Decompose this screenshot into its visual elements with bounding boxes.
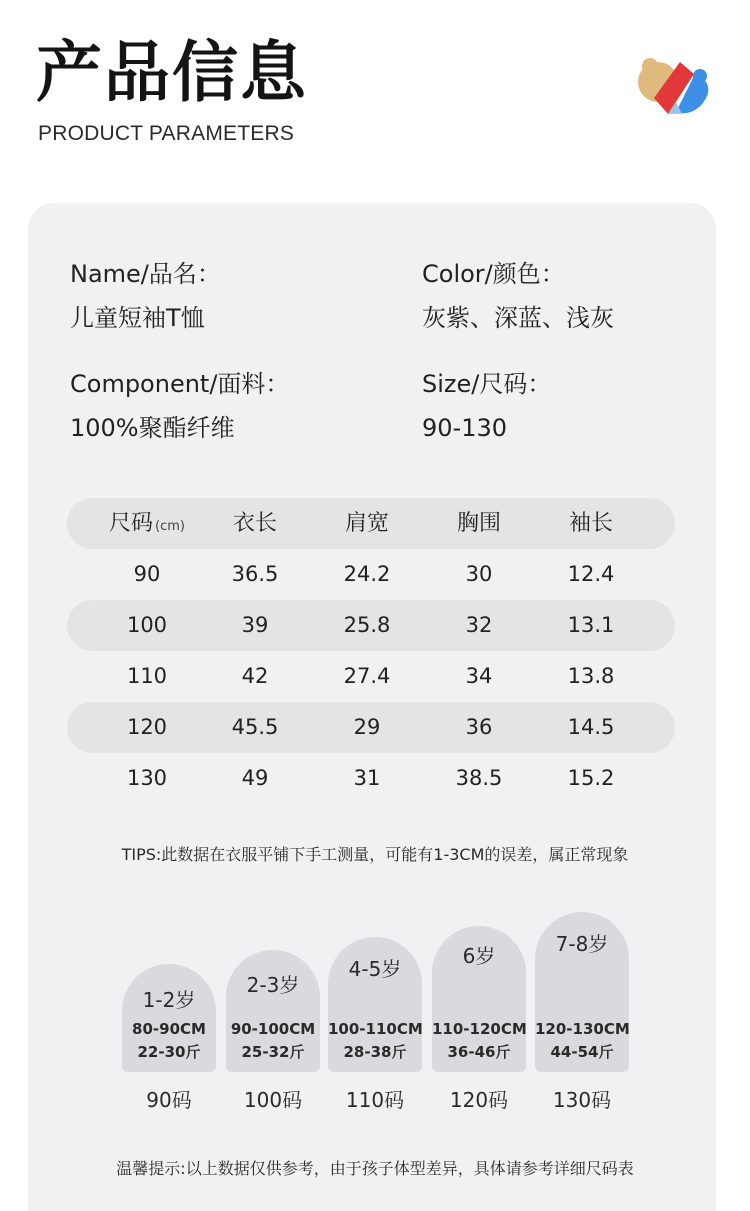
color-block bbox=[422, 258, 614, 334]
name-value: 儿童短袖T恤 bbox=[70, 304, 205, 332]
color-value: 灰紫、深蓝、浅灰 bbox=[422, 304, 614, 332]
header-size: 尺码 bbox=[109, 511, 154, 536]
table-row bbox=[67, 549, 675, 600]
table-cell: 36 bbox=[465, 715, 493, 739]
name-block bbox=[70, 258, 221, 334]
header-sleeve: 袖长 bbox=[568, 511, 614, 536]
size-value: 90-130 bbox=[422, 414, 508, 442]
component-label: Component/面料： bbox=[70, 370, 290, 398]
size-label: Size/尺码： bbox=[422, 370, 552, 398]
height-range: 80-90CM bbox=[132, 1020, 206, 1038]
table-cell: 30 bbox=[465, 562, 493, 586]
age-box bbox=[226, 950, 320, 1072]
size-block bbox=[422, 368, 551, 444]
component-value: 100%聚酯纤维 bbox=[70, 414, 235, 442]
table-cell: 31 bbox=[353, 766, 381, 790]
size-code: 110码 bbox=[345, 1088, 405, 1112]
weight-range: 44-54斤 bbox=[550, 1043, 614, 1061]
name-label: Name/品名： bbox=[70, 260, 221, 288]
brand-logo-icon bbox=[636, 54, 712, 122]
page-title: 产品信息 bbox=[36, 34, 308, 111]
table-cell: 24.2 bbox=[343, 562, 391, 586]
header-unit: (cm) bbox=[155, 519, 185, 534]
age-label: 4-5岁 bbox=[348, 957, 402, 981]
age-box bbox=[535, 912, 629, 1072]
color-label: Color/颜色： bbox=[422, 260, 565, 288]
table-cell: 34 bbox=[465, 664, 493, 688]
weight-range: 25-32斤 bbox=[241, 1043, 305, 1061]
table-cell: 25.8 bbox=[343, 613, 391, 637]
table-cell: 12.4 bbox=[567, 562, 615, 586]
reference-note: 温馨提示:以上数据仅供参考，由于孩子体型差异，具体请参考详细尺码表 bbox=[116, 1159, 634, 1178]
tips-text: TIPS:此数据在衣服平铺下手工测量，可能有1-3CM的误差，属正常现象 bbox=[121, 845, 629, 864]
table-cell: 29 bbox=[353, 715, 381, 739]
height-range: 90-100CM bbox=[230, 1020, 316, 1038]
component-block bbox=[70, 368, 289, 444]
table-cell: 49 bbox=[241, 766, 269, 790]
table-cell: 42 bbox=[241, 664, 269, 688]
age-box bbox=[328, 937, 422, 1072]
header-length: 衣长 bbox=[232, 511, 278, 536]
table-cell: 36.5 bbox=[231, 562, 279, 586]
table-cell: 27.4 bbox=[343, 664, 391, 688]
page-subtitle: PRODUCT PARAMETERS bbox=[38, 122, 295, 145]
table-header-cell bbox=[109, 498, 185, 549]
age-box bbox=[432, 926, 526, 1072]
table-cell: 110 bbox=[126, 664, 168, 688]
table-cell: 38.5 bbox=[455, 766, 503, 790]
age-label: 2-3岁 bbox=[246, 973, 300, 997]
table-cell: 100 bbox=[126, 613, 168, 637]
age-label: 7-8岁 bbox=[555, 932, 609, 956]
table-row bbox=[67, 651, 675, 702]
size-code: 120码 bbox=[449, 1088, 509, 1112]
weight-range: 36-46斤 bbox=[447, 1043, 511, 1061]
age-label: 1-2岁 bbox=[142, 988, 196, 1012]
height-range: 120-130CM bbox=[535, 1020, 630, 1038]
table-cell: 90 bbox=[133, 562, 161, 586]
table-row bbox=[67, 753, 675, 804]
height-range: 100-110CM bbox=[328, 1020, 423, 1038]
table-row bbox=[67, 702, 675, 753]
size-code: 90码 bbox=[146, 1088, 192, 1112]
table-row bbox=[67, 600, 675, 651]
age-box bbox=[122, 964, 216, 1072]
header-shoulder: 肩宽 bbox=[344, 511, 390, 536]
weight-range: 22-30斤 bbox=[137, 1043, 201, 1061]
table-header-row bbox=[67, 498, 675, 549]
table-cell: 15.2 bbox=[567, 766, 615, 790]
header-chest: 胸围 bbox=[456, 511, 502, 536]
age-label: 6岁 bbox=[462, 944, 496, 968]
table-cell: 13.1 bbox=[567, 613, 615, 637]
size-code: 100码 bbox=[243, 1088, 303, 1112]
weight-range: 28-38斤 bbox=[343, 1043, 407, 1061]
table-cell: 130 bbox=[126, 766, 168, 790]
table-cell: 45.5 bbox=[231, 715, 279, 739]
table-cell: 32 bbox=[465, 613, 493, 637]
size-code: 130码 bbox=[552, 1088, 612, 1112]
table-cell: 120 bbox=[126, 715, 168, 739]
table-cell: 13.8 bbox=[567, 664, 615, 688]
table-cell: 39 bbox=[241, 613, 269, 637]
size-table bbox=[67, 498, 675, 804]
height-range: 110-120CM bbox=[432, 1020, 527, 1038]
table-cell: 14.5 bbox=[567, 715, 615, 739]
